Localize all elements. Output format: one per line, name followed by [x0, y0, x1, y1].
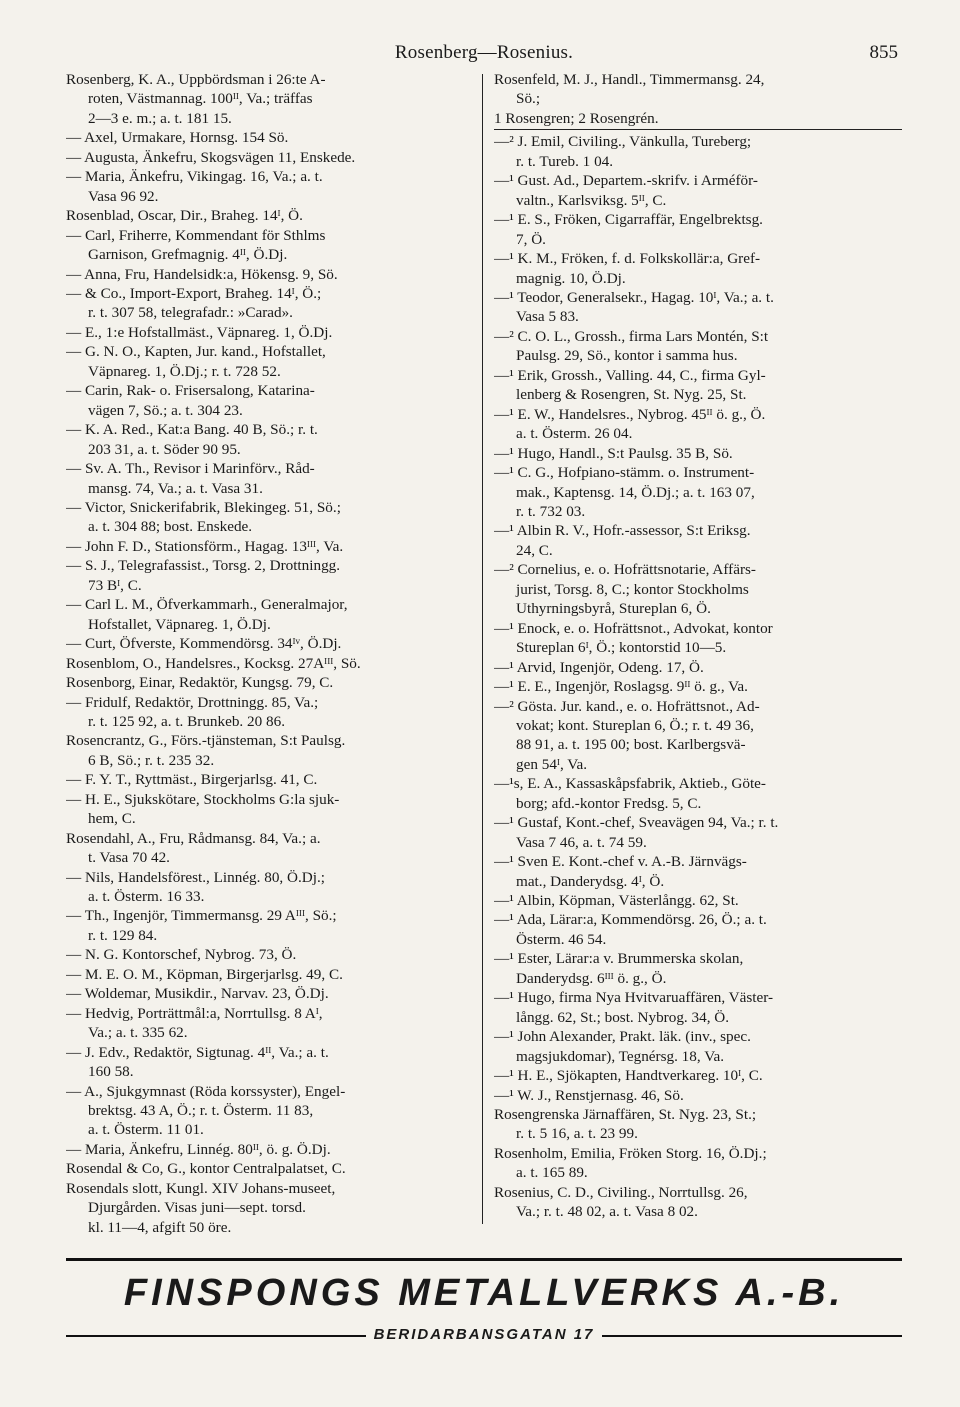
- directory-entry-line: Rosenberg, K. A., Uppbördsman i 26:te A-: [66, 71, 326, 88]
- directory-entry-line: vokat; kont. Stureplan 6, Ö.; r. t. 49 36,: [516, 716, 754, 734]
- directory-entry-line: Sö.;: [516, 90, 541, 108]
- directory-entry-line: Rosendahl, A., Fru, Rådmansg. 84, Va.; a.: [66, 829, 321, 847]
- directory-entry-line: Paulsg. 29, Sö., kontor i samma hus.: [516, 347, 738, 365]
- directory-entry-line: —¹ Albin R. V., Hofr.-assessor, S:t Eriksg.: [494, 522, 751, 540]
- directory-entry-line: —² C. O. L., Grossh., firma Lars Montén, S:t: [494, 327, 769, 345]
- directory-entry-line: r. t. 125 92, a. t. Brunkeb. 20 86.: [88, 712, 285, 730]
- directory-entry-line: Rosenfeld, M. J., Handl., Timmermansg. 24,: [494, 71, 765, 88]
- advertisement: [66, 1258, 902, 1368]
- directory-entry-line: —¹ Erik, Grossh., Valling. 44, C., firma Gyl-: [494, 366, 766, 384]
- directory-entry-line: — Victor, Snickerifabrik, Blekingeg. 51, Sö.;: [66, 498, 341, 516]
- directory-entry-line: Rosenblom, O., Handelsres., Kocksg. 27Aᴵᴵᴵ, Sö.: [66, 654, 361, 672]
- page-number: 855: [869, 42, 898, 63]
- directory-entry-line: Rosendals slott, Kungl. XIV Johans-museet,: [66, 1179, 336, 1197]
- directory-entry-line: Rosencrantz, G., Förs.-tjänsteman, S:t Paulsg.: [66, 732, 346, 750]
- page-header: [70, 42, 898, 70]
- directory-entry-line: r. t. 307 58, telegrafadr.: »Carad».: [88, 304, 293, 322]
- directory-entry-line: a. t. Österm. 16 33.: [88, 888, 205, 906]
- directory-entry-line: — Augusta, Änkefru, Skogsvägen 11, Enskede.: [66, 148, 356, 166]
- directory-entry-line: brektsg. 43 A, Ö.; r. t. Österm. 11 83,: [88, 1102, 314, 1120]
- directory-entry-line: Österm. 46 54.: [516, 930, 607, 948]
- directory-entry-line: magsjukdomar), Tegnérsg. 18, Va.: [516, 1047, 725, 1065]
- directory-entry-line: —¹ E. W., Handelsres., Nybrog. 45ᴵᴵ ö. g., Ö.: [494, 405, 766, 423]
- directory-entry-line: —¹ Teodor, Generalsekr., Hagag. 10ᴵ, Va.; a. t.: [494, 288, 774, 306]
- directory-entry-line: a. t. Österm. 11 01.: [88, 1121, 204, 1139]
- directory-entry-line: Rosenholm, Emilia, Fröken Storg. 16, Ö.Dj.;: [494, 1144, 767, 1162]
- directory-entry-line: 73 Bᴵ, C.: [88, 576, 142, 594]
- page-running-title: Rosenberg—Rosenius.: [394, 42, 574, 63]
- directory-entry-line: långg. 62, St.; bost. Nybrog. 34, Ö.: [516, 1008, 730, 1026]
- ad-address-row: [66, 1326, 902, 1346]
- directory-entry-line: gen 54ᴵ, Va.: [516, 755, 588, 773]
- directory-entry-line: —² Cornelius, e. o. Hofrättsnotarie, Affärs-: [494, 561, 756, 579]
- directory-entry-line: —¹ Gustaf, Kont.-chef, Sveavägen 94, Va.; r. t.: [494, 814, 779, 832]
- directory-entry-line: hem, C.: [88, 810, 136, 828]
- directory-entry-line: magnig. 10, Ö.Dj.: [516, 269, 626, 287]
- directory-entry-line: Rosenborg, Einar, Redaktör, Kungsg. 79, C.: [66, 674, 334, 692]
- directory-entry-line: mat., Danderydsg. 4ᴵ, Ö.: [516, 872, 665, 890]
- directory-entry-line: borg; afd.-kontor Fredsg. 5, C.: [516, 794, 702, 812]
- directory-columns: [66, 70, 902, 1240]
- directory-entry-line: —¹ K. M., Fröken, f. d. Folkskollär:a, Gref-: [494, 250, 761, 268]
- directory-entry-line: — Anna, Fru, Handelsidk:a, Hökensg. 9, Sö.: [66, 265, 338, 283]
- name-variant-heading: 1 Rosengren; 2 Rosengrén.: [494, 109, 902, 130]
- directory-entry-line: — Carl, Friherre, Kommendant för Sthlms: [66, 226, 326, 244]
- directory-entry-line: — Nils, Handelsförest., Linnég. 80, Ö.Dj.;: [66, 868, 325, 886]
- directory-entry-line: r. t. 5 16, a. t. 23 99.: [516, 1125, 638, 1143]
- directory-entry-line: a. t. 165 89.: [516, 1164, 588, 1182]
- directory-entry-line: — Carl L. M., Öfverkammarh., Generalmajor,: [66, 596, 348, 614]
- directory-entry-line: — S. J., Telegrafassist., Torsg. 2, Drottningg.: [66, 557, 341, 575]
- directory-entry-line: —¹ John Alexander, Prakt. läk. (inv., spec.: [494, 1028, 751, 1046]
- ad-company-name: FINSPONGS METALLVERKS A.-B.: [123, 1272, 845, 1314]
- directory-entry-line: Rosenblad, Oscar, Dir., Braheg. 14ᴵ, Ö.: [66, 207, 303, 225]
- directory-entry-line: — Sv. A. Th., Revisor i Marinförv., Råd-: [66, 460, 315, 478]
- directory-entry-line: —¹ Hugo, Handl., S:t Paulsg. 35 B, Sö.: [494, 444, 733, 462]
- directory-entry-line: Rosengrenska Järnaffären, St. Nyg. 23, St.;: [494, 1106, 757, 1124]
- directory-entry-line: —¹ Gust. Ad., Departem.-skrifv. i Arméför-: [494, 172, 758, 190]
- directory-entry-line: — F. Y. T., Ryttmäst., Birgerjarlsg. 41, C.: [66, 771, 318, 789]
- directory-entry-line: Va.; a. t. 335 62.: [88, 1024, 188, 1042]
- directory-entry-line: — N. G. Kontorschef, Nybrog. 73, Ö.: [66, 946, 297, 964]
- directory-entry-line: — Fridulf, Redaktör, Drottningg. 85, Va.;: [66, 693, 319, 711]
- directory-entry-line: lenberg & Rosengren, St. Nyg. 25, St.: [516, 386, 747, 404]
- directory-entry-line: a. t. Österm. 26 04.: [516, 425, 633, 443]
- directory-entry-line: Rosenius, C. D., Civiling., Norrtullsg. 26,: [494, 1183, 748, 1201]
- directory-entry-line: —¹ Albin, Köpman, Västerlångg. 62, St.: [494, 892, 739, 910]
- directory-entry-line: Rosendal & Co, G., kontor Centralpalatset, C.: [66, 1160, 346, 1178]
- directory-entry-line: roten, Västmannag. 100ᴵᴵ, Va.; träffas: [88, 90, 313, 108]
- directory-entry-line: valtn., Karlsviksg. 5ᴵᴵ, C.: [516, 191, 667, 209]
- directory-entry-line: —¹ Ada, Lärar:a, Kommendörsg. 26, Ö.; a. t.: [494, 911, 767, 929]
- directory-entry-line: t. Vasa 70 42.: [88, 849, 170, 867]
- directory-entry-line: vägen 7, Sö.; a. t. 304 23.: [88, 401, 243, 419]
- directory-entry-line: — A., Sjukgymnast (Röda korssyster), Engel-: [66, 1082, 346, 1100]
- directory-entry-line: 24, C.: [516, 541, 553, 559]
- directory-entry-line: —¹ H. E., Sjökapten, Handtverkareg. 10ᴵ, C.: [494, 1067, 763, 1085]
- directory-entry-line: — K. A. Red., Kat:a Bang. 40 B, Sö.; r. t.: [66, 421, 318, 439]
- directory-entry-line: — Carin, Rak- o. Frisersalong, Katarina-: [66, 382, 315, 400]
- directory-entry-line: — Axel, Urmakare, Hornsg. 154 Sö.: [66, 129, 289, 147]
- directory-entry-line: — Maria, Änkefru, Vikingag. 16, Va.; a. t.: [66, 168, 323, 186]
- directory-entry-line: Vasa 96 92.: [88, 187, 159, 205]
- directory-entry-line: Stureplan 6ᴵ, Ö.; kontorstid 10—5.: [516, 639, 727, 657]
- directory-entry-line: r. t. Tureb. 1 04.: [516, 152, 614, 170]
- directory-entry-line: kl. 11—4, afgift 50 öre.: [88, 1218, 232, 1236]
- directory-entry-line: Vasa 7 46, a. t. 74 59.: [516, 833, 647, 851]
- directory-entry-line: Danderydsg. 6ᴵᴵᴵ ö. g., Ö.: [516, 969, 667, 987]
- directory-entry-line: Djurgården. Visas juni—sept. torsd.: [88, 1199, 306, 1217]
- directory-entry-line: Vasa 5 83.: [516, 308, 579, 326]
- directory-entry-line: —¹ Enock, e. o. Hofrättsnot., Advokat, kontor: [494, 619, 773, 637]
- directory-entry-line: —¹ E. E., Ingenjör, Roslagsg. 9ᴵᴵ ö. g., Va.: [494, 678, 748, 696]
- directory-entry-line: Uthyrningsbyrå, Stureplan 6, Ö.: [516, 600, 711, 618]
- directory-entry-line: — Curt, Öfverste, Kommendörsg. 34ᴵᵛ, Ö.Dj.: [66, 635, 342, 653]
- directory-entry-line: mansg. 74, Va.; a. t. Vasa 31.: [88, 479, 263, 497]
- directory-entry-line: —¹ E. S., Fröken, Cigarraffär, Engelbrektsg.: [494, 211, 763, 229]
- directory-entry-line: 2—3 e. m.; a. t. 181 15.: [88, 109, 232, 127]
- directory-entry-line: 6 B, Sö.; r. t. 235 32.: [88, 751, 215, 769]
- ad-top-rule: [66, 1258, 902, 1261]
- directory-entry-line: 88 91, a. t. 195 00; bost. Karlbergsvä-: [516, 736, 746, 754]
- directory-entry-line: Va.; r. t. 48 02, a. t. Vasa 8 02.: [516, 1203, 698, 1221]
- directory-entry-line: — Woldemar, Musikdir., Narvav. 23, Ö.Dj.: [66, 985, 329, 1003]
- directory-entry-line: — E., 1:e Hofstallmäst., Väpnareg. 1, Ö.Dj.: [66, 323, 333, 341]
- directory-entry-line: —¹ W. J., Renstjernasg. 46, Sö.: [494, 1086, 684, 1104]
- directory-entry-line: Garnison, Grefmagnig. 4ᴵᴵ, Ö.Dj.: [88, 246, 288, 264]
- directory-entry-line: —¹ Ester, Lärar:a v. Brummerska skolan,: [494, 950, 744, 968]
- directory-entry-line: — J. Edv., Redaktör, Sigtunag. 4ᴵᴵ, Va.; a. t.: [66, 1043, 329, 1061]
- directory-entry-line: —² J. Emil, Civiling., Vänkulla, Tureberg;: [494, 133, 752, 151]
- directory-entry-line: 160 58.: [88, 1063, 134, 1081]
- directory-entry-line: 203 31, a. t. Söder 90 95.: [88, 440, 241, 458]
- directory-entry-line: —¹s, E. A., Kassaskåpsfabrik, Aktieb., Göte-: [494, 775, 766, 793]
- directory-entry-line: r. t. 129 84.: [88, 926, 158, 944]
- directory-entry-line: —¹ C. G., Hofpiano-stämm. o. Instrument-: [494, 464, 755, 482]
- directory-entry-line: —¹ Hugo, firma Nya Hvitvaruaffären, Väster-: [494, 989, 774, 1007]
- ad-address: BERIDARBANSGATAN 17: [366, 1326, 603, 1343]
- directory-entry-line: — Th., Ingenjör, Timmermansg. 29 Aᴵᴵᴵ, Sö.;: [66, 907, 337, 925]
- directory-entry-line: — Maria, Änkefru, Linnég. 80ᴵᴵ, ö. g. Ö.Dj.: [66, 1140, 331, 1158]
- directory-entry-line: —² Gösta. Jur. kand., e. o. Hofrättsnot., Ad-: [494, 697, 760, 715]
- directory-entry-line: 7, Ö.: [516, 230, 546, 248]
- directory-entry-line: a. t. 304 88; bost. Enskede.: [88, 518, 253, 536]
- directory-entry-line: mak., Kaptensg. 14, Ö.Dj.; a. t. 163 07,: [516, 483, 755, 501]
- directory-entry-line: Hofstallet, Väpnareg. 1, Ö.Dj.: [88, 615, 271, 633]
- directory-entry-line: — H. E., Sjukskötare, Stockholms G:la sjuk-: [66, 790, 340, 808]
- right-column: [494, 70, 902, 1240]
- directory-entry-line: Väpnareg. 1, Ö.Dj.; r. t. 728 52.: [88, 362, 281, 380]
- directory-entry-line: —¹ Arvid, Ingenjör, Odeng. 17, Ö.: [494, 658, 704, 676]
- directory-entry-line: — & Co., Import-Export, Braheg. 14ᴵ, Ö.;: [66, 284, 322, 302]
- directory-entry-line: — John F. D., Stationsförm., Hagag. 13ᴵᴵᴵ, Va.: [66, 537, 344, 555]
- directory-entry-line: r. t. 732 03.: [516, 502, 586, 520]
- column-divider: [482, 74, 483, 1224]
- directory-entry-line: jurist, Torsg. 8, C.; kontor Stockholms: [516, 580, 749, 598]
- directory-entry-line: — G. N. O., Kapten, Jur. kand., Hofstallet,: [66, 343, 326, 361]
- directory-entry-line: — Hedvig, Porträttmål:a, Norrtullsg. 8 Aᴵ,: [66, 1004, 323, 1022]
- directory-entry-line: —¹ Sven E. Kont.-chef v. A.-B. Järnvägs-: [494, 853, 747, 871]
- left-column: [66, 70, 474, 1240]
- directory-entry-line: — M. E. O. M., Köpman, Birgerjarlsg. 49, C.: [66, 965, 343, 983]
